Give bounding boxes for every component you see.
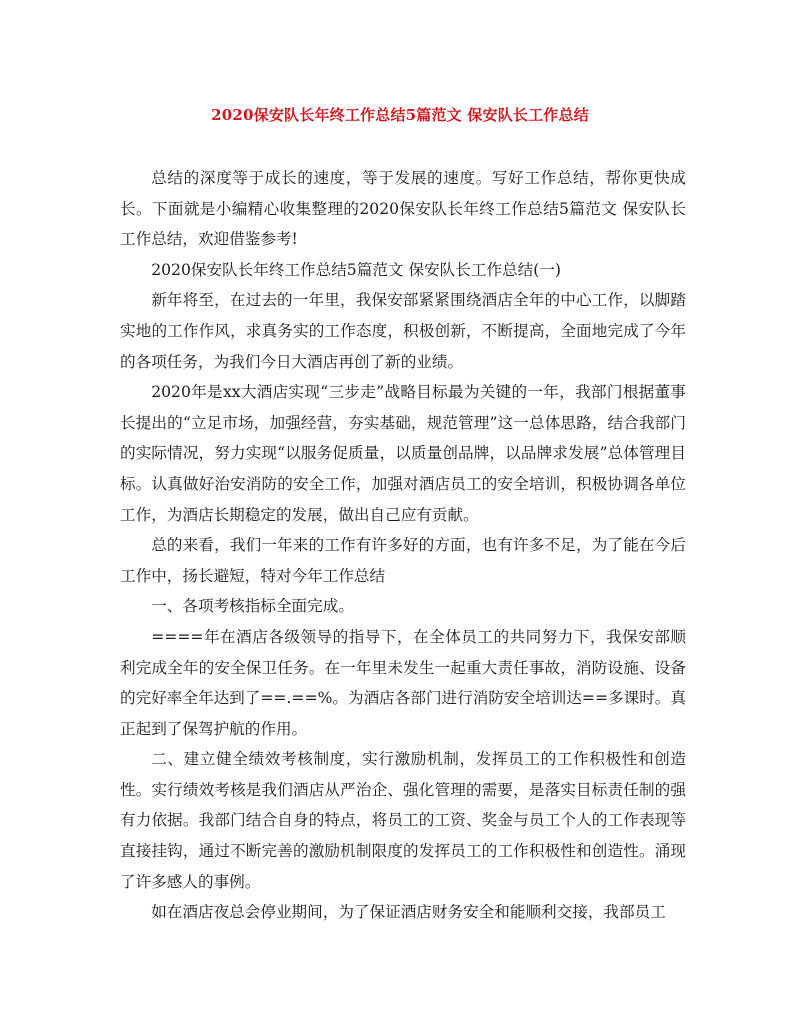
document-title: 2020保安队长年终工作总结5篇范文 保安队长工作总结	[211, 106, 589, 124]
section-heading-2: 二、建立健全绩效考核制度，实行激励机制，发挥员工的工作积极性和创造性。实行绩效考核是我们酒店从严治企、强化管理的需要，是落实目标责任制的强有力依据。我部门结合自身的特点，将员工的工资、奖金与员工个人的工作表现等直接挂钩，通过不断完善的激励机制限度的发挥员工的工作积极性和创造性。涌现了许多感人的事例。	[120, 750, 686, 891]
paragraph: ====年在酒店各级领导的指导下，在全体员工的共同努力下，我保安部顺利完成全年的安全保卫任务。在一年里未发生一起重大责任事故，消防设施、设备的完好率全年达到了==.==%。为酒店各部门进行消防安全培训达==多课时。真正起到了保驾护航的作用。	[120, 627, 686, 738]
paragraph: 新年将至，在过去的一年里，我保安部紧紧围绕酒店全年的中心工作，以脚踏实地的工作作风，求真务实的工作态度，积极创新，不断提高，全面地完成了今年的各项任务，为我们今日大酒店再创了新的业绩。	[120, 291, 686, 371]
paragraph-subtitle: 2020保安队长年终工作总结5篇范文 保安队长工作总结(一)	[151, 260, 561, 279]
paragraph: 2020年是xx大酒店实现“三步走”战略目标最为关键的一年，我部门根据董事长提出的“立足市场，加强经营，夯实基础，规范管理”这一总体思路，结合我部门的实际情况，努力实现“以服务促质量，以质量创品牌，以品牌求发展”总体管理目标。认真做好治安消防的安全工作，加强对酒店员工的安全培训，积极协调各单位工作，为酒店长期稳定的发展，做出自己应有贡献。	[120, 383, 686, 524]
paragraph: 总的来看，我们一年来的工作有许多好的方面，也有许多不足，为了能在今后工作中，扬长避短，特对今年工作总结	[120, 536, 686, 585]
paragraph: 如在酒店夜总会停业期间，为了保证酒店财务安全和能顺利交接，我部员工	[151, 903, 666, 922]
section-heading-1: 一、各项考核指标全面完成。	[151, 597, 354, 616]
document-body	[120, 163, 686, 928]
paragraph-intro: 总结的深度等于成长的速度，等于发展的速度。写好工作总结，帮你更快成长。下面就是小编精心收集整理的2020保安队长年终工作总结5篇范文 保安队长工作总结，欢迎借鉴参考!	[120, 169, 686, 249]
